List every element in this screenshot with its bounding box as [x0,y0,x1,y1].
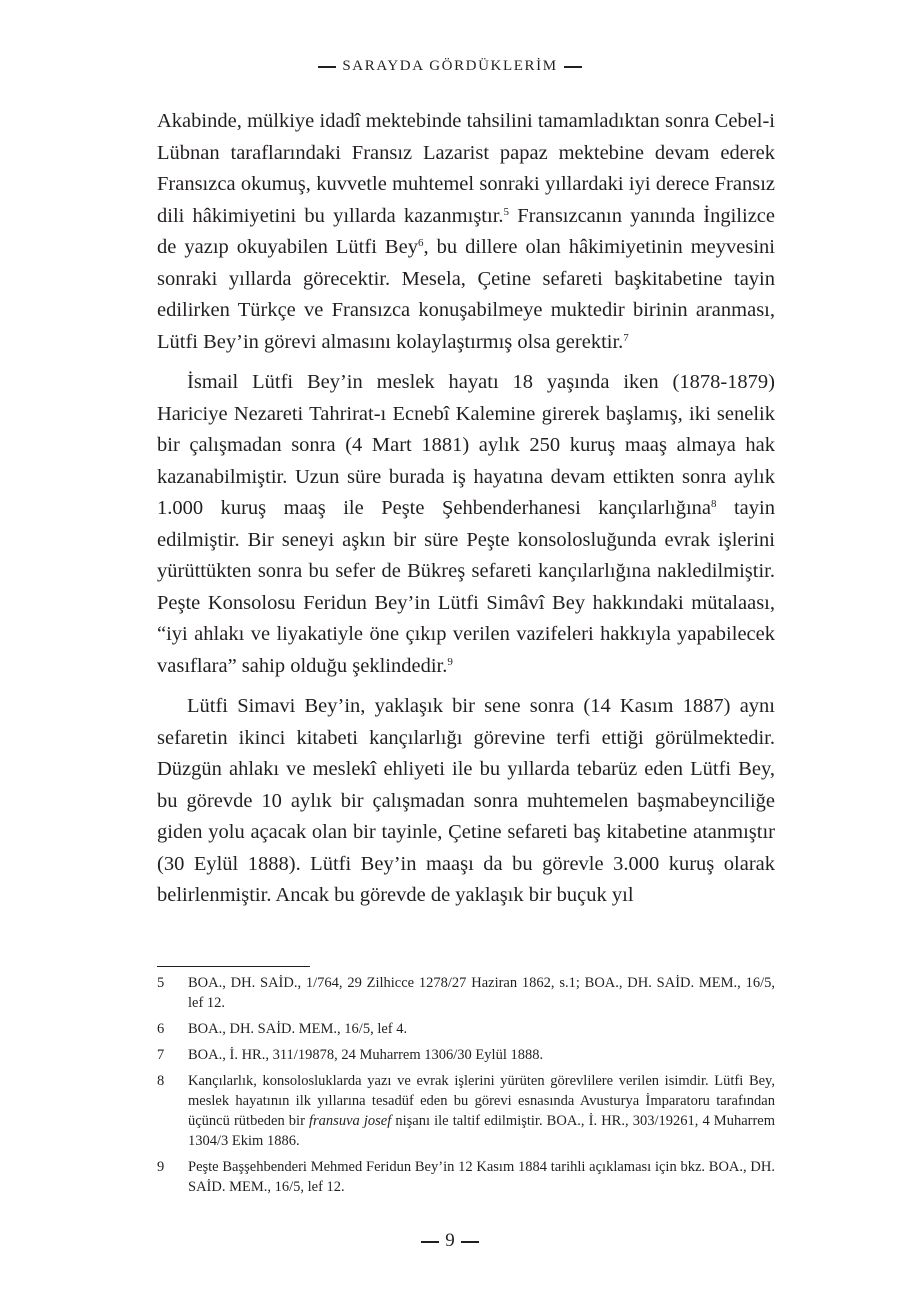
footnote-text: BOA., DH. SAİD. MEM., 16/5, lef 4. [188,1021,408,1037]
paragraph-3 [157,691,775,912]
footnote-ref-6: 6 [417,237,424,249]
paragraph-1-text-b: Fransızcanın yanında İngilizce de yazıp okuyabilen Lütfi Bey [157,204,775,258]
paragraph-1-text-c: , bu dillere olan hâkimiyetinin meyvesini sonraki yıllarda görecektir. Mesela, Çetine sefareti başkitabetine tayin edilirken Türkçe ve Fransızca konuşabilmeye muktedir birinin aranması, Lütfi Bey’in görevi almasını kolaylaştırmış olsa gerektir. [157,236,775,353]
footnote-9 [157,1157,775,1197]
footnote-number: 5 [157,975,165,991]
paragraph-2 [157,367,775,682]
footnote-text: Peşte Başşehbenderi Mehmed Feridun Bey’in 12 Kasım 1884 tarihli açıklaması için bkz. BOA., DH. SAİD. MEM., 16/5, lef 12. [188,1159,775,1195]
footnote-separator [157,966,310,967]
footnote-number: 6 [157,1021,165,1037]
footnote-ref-8: 8 [711,498,717,510]
footnote-8 [157,1071,775,1151]
paragraph-3-text: Lütfi Simavi Bey’in, yaklaşık bir sene sonra (14 Kasım 1887) aynı sefaretin ikinci kitabeti kançılarlığı görevine terfi ettiği görülmektedir. Düzgün ahlakı ve meslekî ehliyeti ile bu yıllarda tebarüz eden Lütfi Bey, bu görevde 10 aylık bir çalışmadan sonra muhtemelen başmabeynciliğe giden yolu açacak olan bir tayinle, Çetine sefareti baş kitabetine atanmıştır (30 Eylül 1888). Lütfi Bey’in maaşı da bu görevle 3.000 kuruş olarak belirlenmiştir. Ancak bu görevde de yaklaşık bir buçuk yıl [157,695,775,906]
paragraph-2-text-a: İsmail Lütfi Bey’in meslek hayatı 18 yaşında iken (1878-1879) Hariciye Nezareti Tahrirat-ı Ecnebî Kalemine girerek başlamış, iki senelik bir çalışmadan sonra (4 Mart 1881) aylık 250 kuruş maaş almaya hak kazanabilmiştir. Uzun süre burada iş hayatına devam ettikten sonra aylık 1.000 kuruş maaş ile Peşte Şehbenderhanesi kançılarlığına [157,371,775,519]
footnote-text [188,1071,775,1151]
body-text [157,106,775,921]
footnote-text-part-b: nişanı ile taltif edilmiştir. BOA., İ. HR., 303/19261, 4 Muharrem 1304/3 Ekim 1886. [188,1113,775,1149]
page-number-dash-right [461,1241,479,1243]
footnotes [157,973,775,1203]
header-dash-left [318,66,336,68]
footnote-6 [157,1019,775,1039]
footnote-number: 7 [157,1047,165,1063]
footnote-text: BOA., İ. HR., 311/19878, 24 Muharrem 1306/30 Eylül 1888. [188,1047,544,1063]
footnote-7 [157,1045,775,1065]
paragraph-1-text-a: Akabinde, mülkiye idadî mektebinde tahsilini tamamladıktan sonra Cebel-i Lübnan taraflarındaki Fransız Lazarist papaz mektebine devam ederek Fransızca okumuş, kuvvetle muhtemel sonraki yıllardaki iyi derece Fransız dili hâkimiyetini bu yıllarda kazanmıştır. [157,110,775,227]
page-number: 9 [445,1230,455,1251]
running-header [0,58,900,75]
paragraph-2-text-b: tayin edilmiştir. Bir seneyi aşkın bir süre Peşte konsolosluğunda evrak işlerini yürüttükten sonra bu sefer de Bükreş sefareti kançılarlığına nakledilmiştir. Peşte Konsolosu Feridun Bey’in Lütfi Simâvî Bey hakkındaki mütalaası, “iyi ahlakı ve liyakatiyle öne çıkıp verilen vazifeleri hakkıyla yapabilecek vasıflara” sahip olduğu şeklindedir. [157,497,775,677]
footnote-ref-9: 9 [447,655,453,668]
footnote-number: 8 [157,1073,165,1089]
footnote-5 [157,973,775,1013]
footnote-text-part-a: Kançılarlık, konsolosluklarda yazı ve evrak işlerini yürüten görevlilere verilen isimdir. Lütfi Bey, meslek hayatının ilk yıllarına tesadüf eden bu görevi esnasında Avusturya İmparatoru tarafından üçüncü rütbeden bir [188,1073,775,1129]
footnote-number: 9 [157,1159,165,1175]
running-title: SARAYDA GÖRDÜKLERİM [342,58,558,74]
header-dash-right [564,66,582,68]
footnote-ref-7: 7 [623,331,629,344]
footnote-text: BOA., DH. SAİD., 1/764, 29 Zilhicce 1278/27 Haziran 1862, s.1; BOA., DH. SAİD. MEM., 16/5, lef 12. [188,975,775,1011]
footnote-ref-5: 5 [503,205,510,218]
page-number-footer [0,1230,900,1252]
page-number-dash-left [421,1241,439,1243]
footnote-italic-term: fransuva josef [309,1113,392,1129]
paragraph-1 [157,106,775,358]
